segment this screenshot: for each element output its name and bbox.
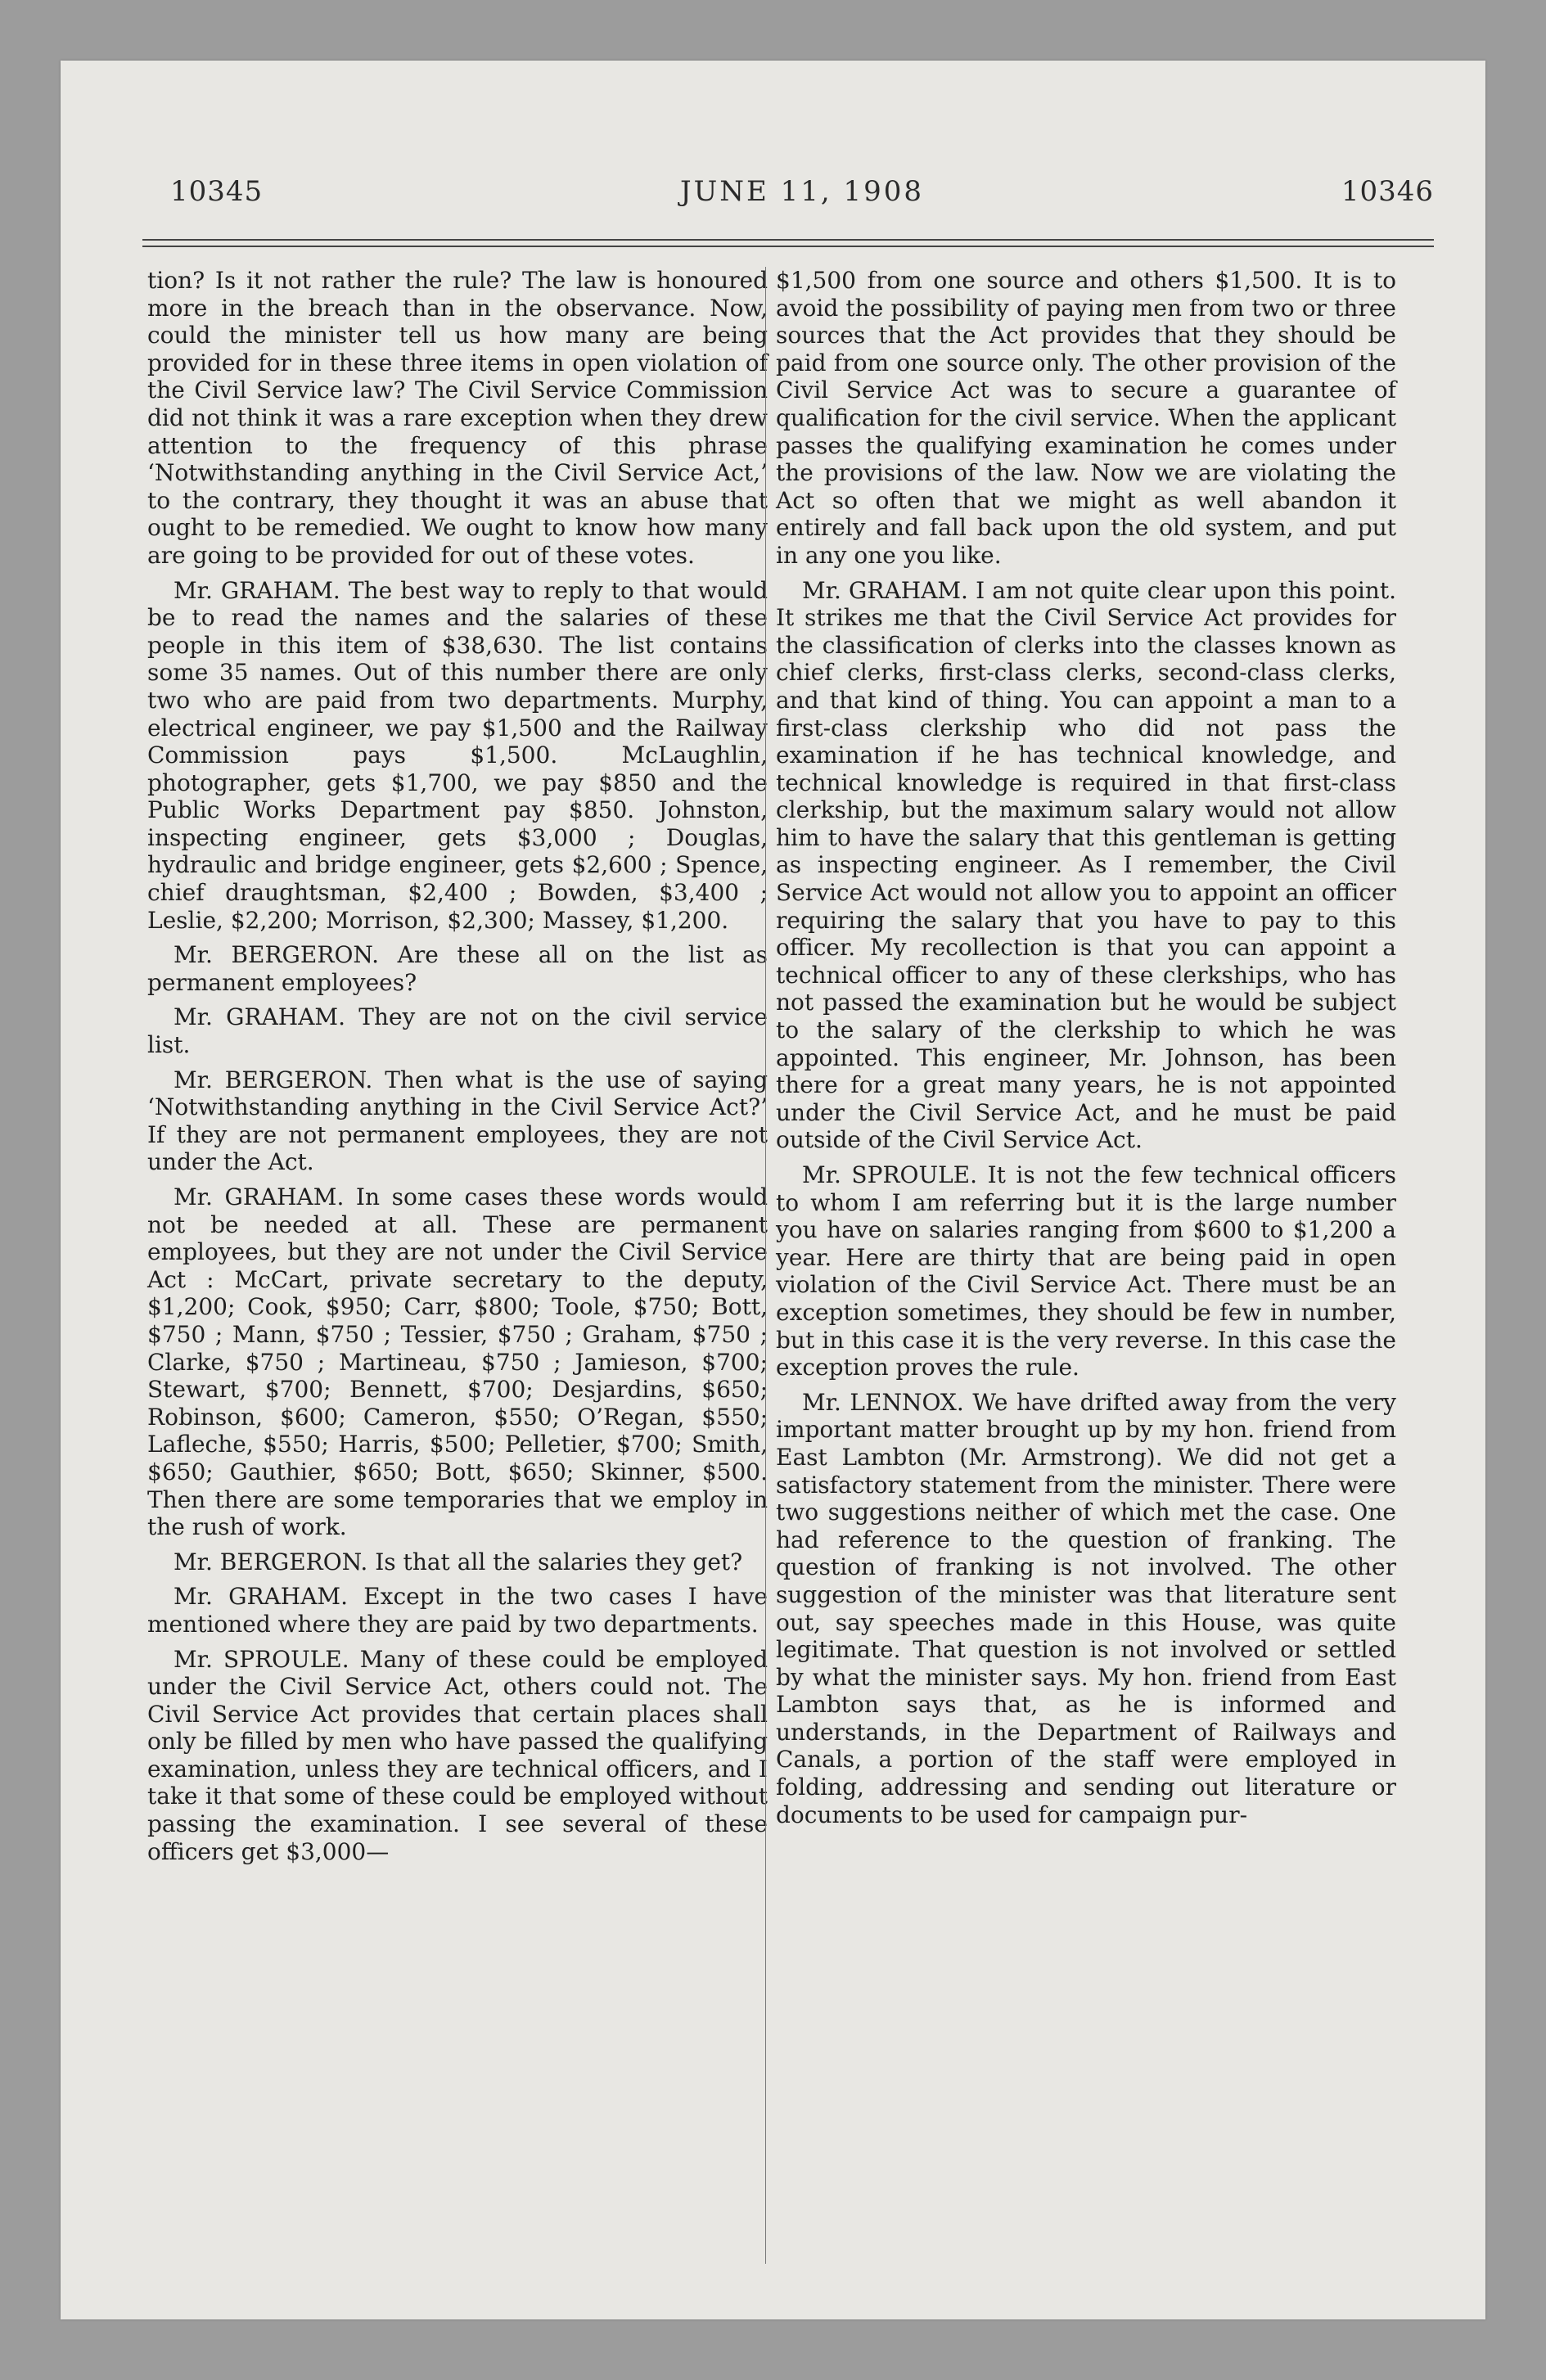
paragraph: Mr. GRAHAM. Except in the two cases I have mentioned where they are paid by two departments.	[147, 1583, 768, 1638]
paragraph: $1,500 from one source and others $1,500. It is to avoid the possibility of paying men from two or three sources that the Act provides that they should be paid from one source only. The other provision of the Civil Service Act was to secure a guarantee of qualification for the civil service. When the applicant passes the qualifying examination he comes under the provisions of the law. Now we are violating the Act so often that we might as well abandon it entirely and fall back upon the old system, and put in any one you like.	[776, 267, 1396, 569]
header-rule-top	[142, 239, 1434, 241]
paragraph: Mr. GRAHAM. I am not quite clear upon this point. It strikes me that the Civil Service Act provides for the classification of clerks into the classes known as chief clerks, first-class clerks, second-class clerks, and that kind of thing. You can appoint a man to a first-class clerkship who did not pass the examination if he has technical knowledge, and technical knowledge is required in that first-class clerkship, but the maximum salary would not allow him to have the salary that this gentleman is getting as inspecting engineer. As I remember, the Civil Service Act would not allow you to appoint an officer requiring the salary that you have to pay to this officer. My recollection is that you can appoint a technical officer to any of these clerkships, who has not passed the examination but he would be subject to the salary of the clerkship to which he was appointed. This engineer, Mr. Johnson, has been there for a great many years, he is not appointed under the Civil Service Act, and he must be paid outside of the Civil Service Act.	[776, 576, 1396, 1154]
document-page	[61, 61, 1485, 2319]
paragraph: Mr. LENNOX. We have drifted away from the very important matter brought up by my hon. friend from East Lambton (Mr. Armstrong). We did not get a satisfactory statement from the minister. There were two suggestions neither of which met the case. One had reference to the question of franking. The question of franking is not involved. The other suggestion of the minister was that literature sent out, say speeches made in this House, was quite legitimate. That question is not involved or settled by what the minister says. My hon. friend from East Lambton says that, as he is informed and understands, in the Department of Railways and Canals, a portion of the staff were employed in folding, addressing and sending out literature or documents to be used for campaign pur-	[776, 1388, 1396, 1828]
paragraph: Mr. GRAHAM. In some cases these words would not be needed at all. These are permanent employees, but they are not under the Civil Service Act : McCart, private secretary to the deputy, $1,200; Cook, $950; Carr, $800; Toole, $750; Bott, $750 ; Mann, $750 ; Tessier, $750 ; Graham, $750 ; Clarke, $750 ; Martineau, $750 ; Jamieson, $700; Stewart, $700; Bennett, $700; Desjardins, $650; Robinson, $600; Cameron, $550; O’Regan, $550; Lafleche, $550; Harris, $500; Pelletier, $700; Smith, $650; Gauthier, $650; Bott, $650; Skinner, $500. Then there are some temporaries that we employ in the rush of work.	[147, 1183, 768, 1541]
paragraph: Mr. BERGERON. Are these all on the list as permanent employees?	[147, 941, 768, 996]
paragraph: Mr. SPROULE. It is not the few technical officers to whom I am referring but it is the large number you have on salaries ranging from $600 to $1,200 a year. Here are thirty that are being paid in open violation of the Civil Service Act. There must be an exception sometimes, they should be few in number, but in this case it is the very reverse. In this case the exception proves the rule.	[776, 1161, 1396, 1382]
paragraph: Mr. GRAHAM. They are not on the civil service list.	[147, 1003, 768, 1059]
page-number-right: 10346	[1341, 175, 1434, 208]
paragraph: tion? Is it not rather the rule? The law is honoured more in the breach than in the observance. Now, could the minister tell us how many are being provided for in these three items in open violation of the Civil Service law? The Civil Service Commission did not think it was a rare exception when they drew attention to the frequency of this phrase ‘Notwithstanding anything in the Civil Service Act,’ to the contrary, they thought it was an abuse that ought to be remedied. We ought to know how many are going to be provided for out of these votes.	[147, 267, 768, 569]
page-header	[170, 175, 1434, 224]
page-number-left: 10345	[170, 175, 264, 208]
header-date: JUNE 11, 1908	[679, 175, 925, 208]
paragraph: Mr. BERGERON. Is that all the salaries they get?	[174, 1548, 743, 1575]
column-divider	[765, 267, 766, 2264]
header-rule-bottom	[142, 246, 1434, 247]
paragraph: Mr. BERGERON. Then what is the use of saying ‘Notwithstanding anything in the Civil Service Act?’ If they are not permanent employees, they are not under the Act.	[147, 1066, 768, 1176]
left-column	[147, 267, 768, 1873]
right-column	[776, 267, 1396, 1836]
paragraph: Mr. GRAHAM. The best way to reply to that would be to read the names and the salaries of these people in this item of $38,630. The list contains some 35 names. Out of this number there are only two who are paid from two departments. Murphy, electrical engineer, we pay $1,500 and the Railway Commission pays $1,500. McLaughlin, photographer, gets $1,700, we pay $850 and the Public Works Department pay $850. Johnston, inspecting engineer, gets $3,000 ; Douglas, hydraulic and bridge engineer, gets $2,600 ; Spence, chief draughtsman, $2,400 ; Bowden, $3,400 ; Leslie, $2,200; Morrison, $2,300; Massey, $1,200.	[147, 576, 768, 934]
paragraph: Mr. SPROULE. Many of these could be employed under the Civil Service Act, others could not. The Civil Service Act provides that certain places shall only be filled by men who have passed the qualifying examination, unless they are technical officers, and I take it that some of these could be employed without passing the examination. I see several of these officers get $3,000—	[147, 1645, 768, 1865]
